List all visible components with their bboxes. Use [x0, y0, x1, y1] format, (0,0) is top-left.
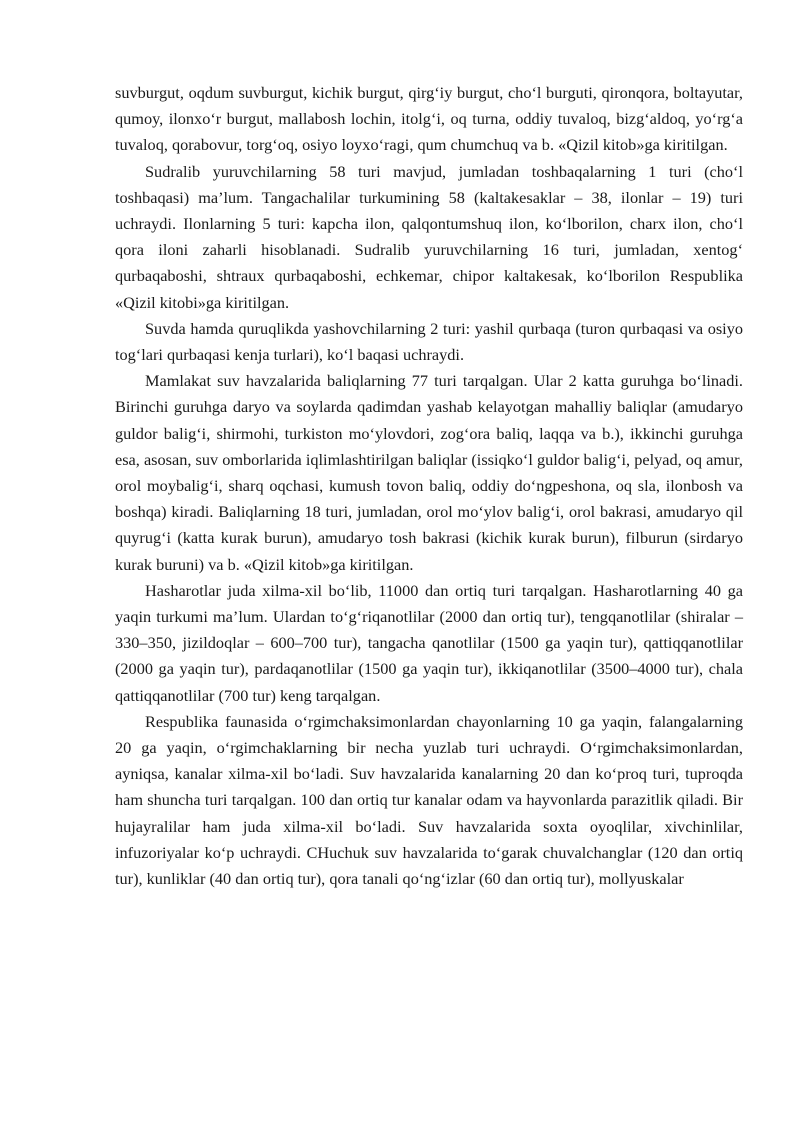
paragraph-amphibians: Suvda hamda quruqlikda yashovchilarning 2 turi: yashil qurbaqa (turon qurbaqasi va osiyo tog‘lari qurbaqasi kenja turlari), ko‘l baqasi uchraydi.	[115, 318, 743, 365]
paragraph-birds-continued: suvburgut, oqdum suvburgut, kichik burgut, qirg‘iy burgut, cho‘l burguti, qironqora, boltayutar, qumoy, ilonxo‘r burgut, mallabosh lochin, itolg‘i, oq turna, oddiy tuvaloq, bizg‘aldoq, yo‘rg‘a tuvaloq, qorabovur, torg‘oq, osiyo loyxo‘ragi, qum chumchuq va b. «Qizil kitob»ga kiritilgan.	[115, 83, 743, 155]
paragraph-reptiles: Sudralib yuruvchilarning 58 turi mavjud, jumladan toshbaqalarning 1 turi (cho‘l toshbaqasi) ma’lum. Tangachalilar turkumining 58 (kaltakesaklar – 38, ilonlar – 19) turi uchraydi. Ilonlarning 5 turi: kapcha ilon, qalqontumshuq ilon, ko‘lborilon, charx ilon, cho‘l qora iloni zaharli hisoblanadi. Sudralib yuruvchilarning 16 turi, jumladan, xentog‘ qurbaqaboshi, shtraux qurbaqaboshi, echkemar, chipor kaltakesak, ko‘lborilon Respublika «Qizil kitobi»ga kiritilgan.	[115, 161, 743, 312]
paragraph-insects: Hasharotlar juda xilma-xil bo‘lib, 11000 dan ortiq turi tarqalgan. Hasharotlarning 40 ga yaqin turkumi ma’lum. Ulardan to‘g‘riqanotlilar (2000 dan ortiq tur), tengqanotlilar (shiralar – 330–350, jizildoqlar – 600–700 tur), tangacha qanotlilar (1500 ga yaqin tur), qattiqqanotlilar (2000 ga yaqin tur), pardaqanotlilar (1500 ga yaqin tur), ikkiqanotlilar (3500–4000 tur), chala qattiqqanotlilar (700 tur) keng tarqalgan.	[115, 580, 743, 705]
paragraph-fish: Mamlakat suv havzalarida baliqlarning 77 turi tarqalgan. Ular 2 katta guruhga bo‘linadi. Birinchi guruhga daryo va soylarda qadimdan yashab kelayotgan mahalliy baliqlar (amudaryo guldor balig‘i, shirmohi, turkiston mo‘ylovdori, zog‘ora baliq, laqqa va b.), ikkinchi guruhga esa, asosan, suv omborlarida iqlimlashtirilgan baliqlar (issiqko‘l guldor balig‘i, pelyad, oq amur, orol moybalig‘i, sharq oqchasi, kumush tovon baliq, oddiy do‘ngpeshona, oq sla, ilonbosh va boshqa) kiradi. Baliqlarning 18 turi, jumladan, orol mo‘ylov balig‘i, orol bakrasi, amudaryo qil quyrug‘i (katta kurak burun), amudaryo tosh bakrasi (kichik kurak burun), filburun (sirdaryo kurak buruni) va b. «Qizil kitob»ga kiritilgan.	[115, 371, 743, 574]
document-page	[115, 80, 743, 892]
paragraph-arachnids: Respublika faunasida o‘rgimchaksimonlardan chayonlarning 10 ga yaqin, falangalarning 20 ga yaqin, o‘rgimchaklarning bir necha yuzlab turi uchraydi. O‘rgimchaksimonlardan, ayniqsa, kanalar xilma-xil bo‘ladi. Suv havzalarida kanalarning 20 dan ko‘proq turi, tuproqda ham shuncha turi tarqalgan. 100 dan ortiq tur kanalar odam va hayvonlarda parazitlik qiladi. Bir hujayralilar ham juda xilma-xil bo‘ladi. Suv havzalarida soxta oyoqlilar, xivchinlilar, infuzoriyalar ko‘p uchraydi. CHuchuk suv havzalarida to‘garak chuvalchanglar (120 dan ortiq tur), kunliklar (40 dan ortiq tur), qora tanali qo‘ng‘izlar (60 dan ortiq tur), mollyuskalar	[115, 711, 743, 889]
